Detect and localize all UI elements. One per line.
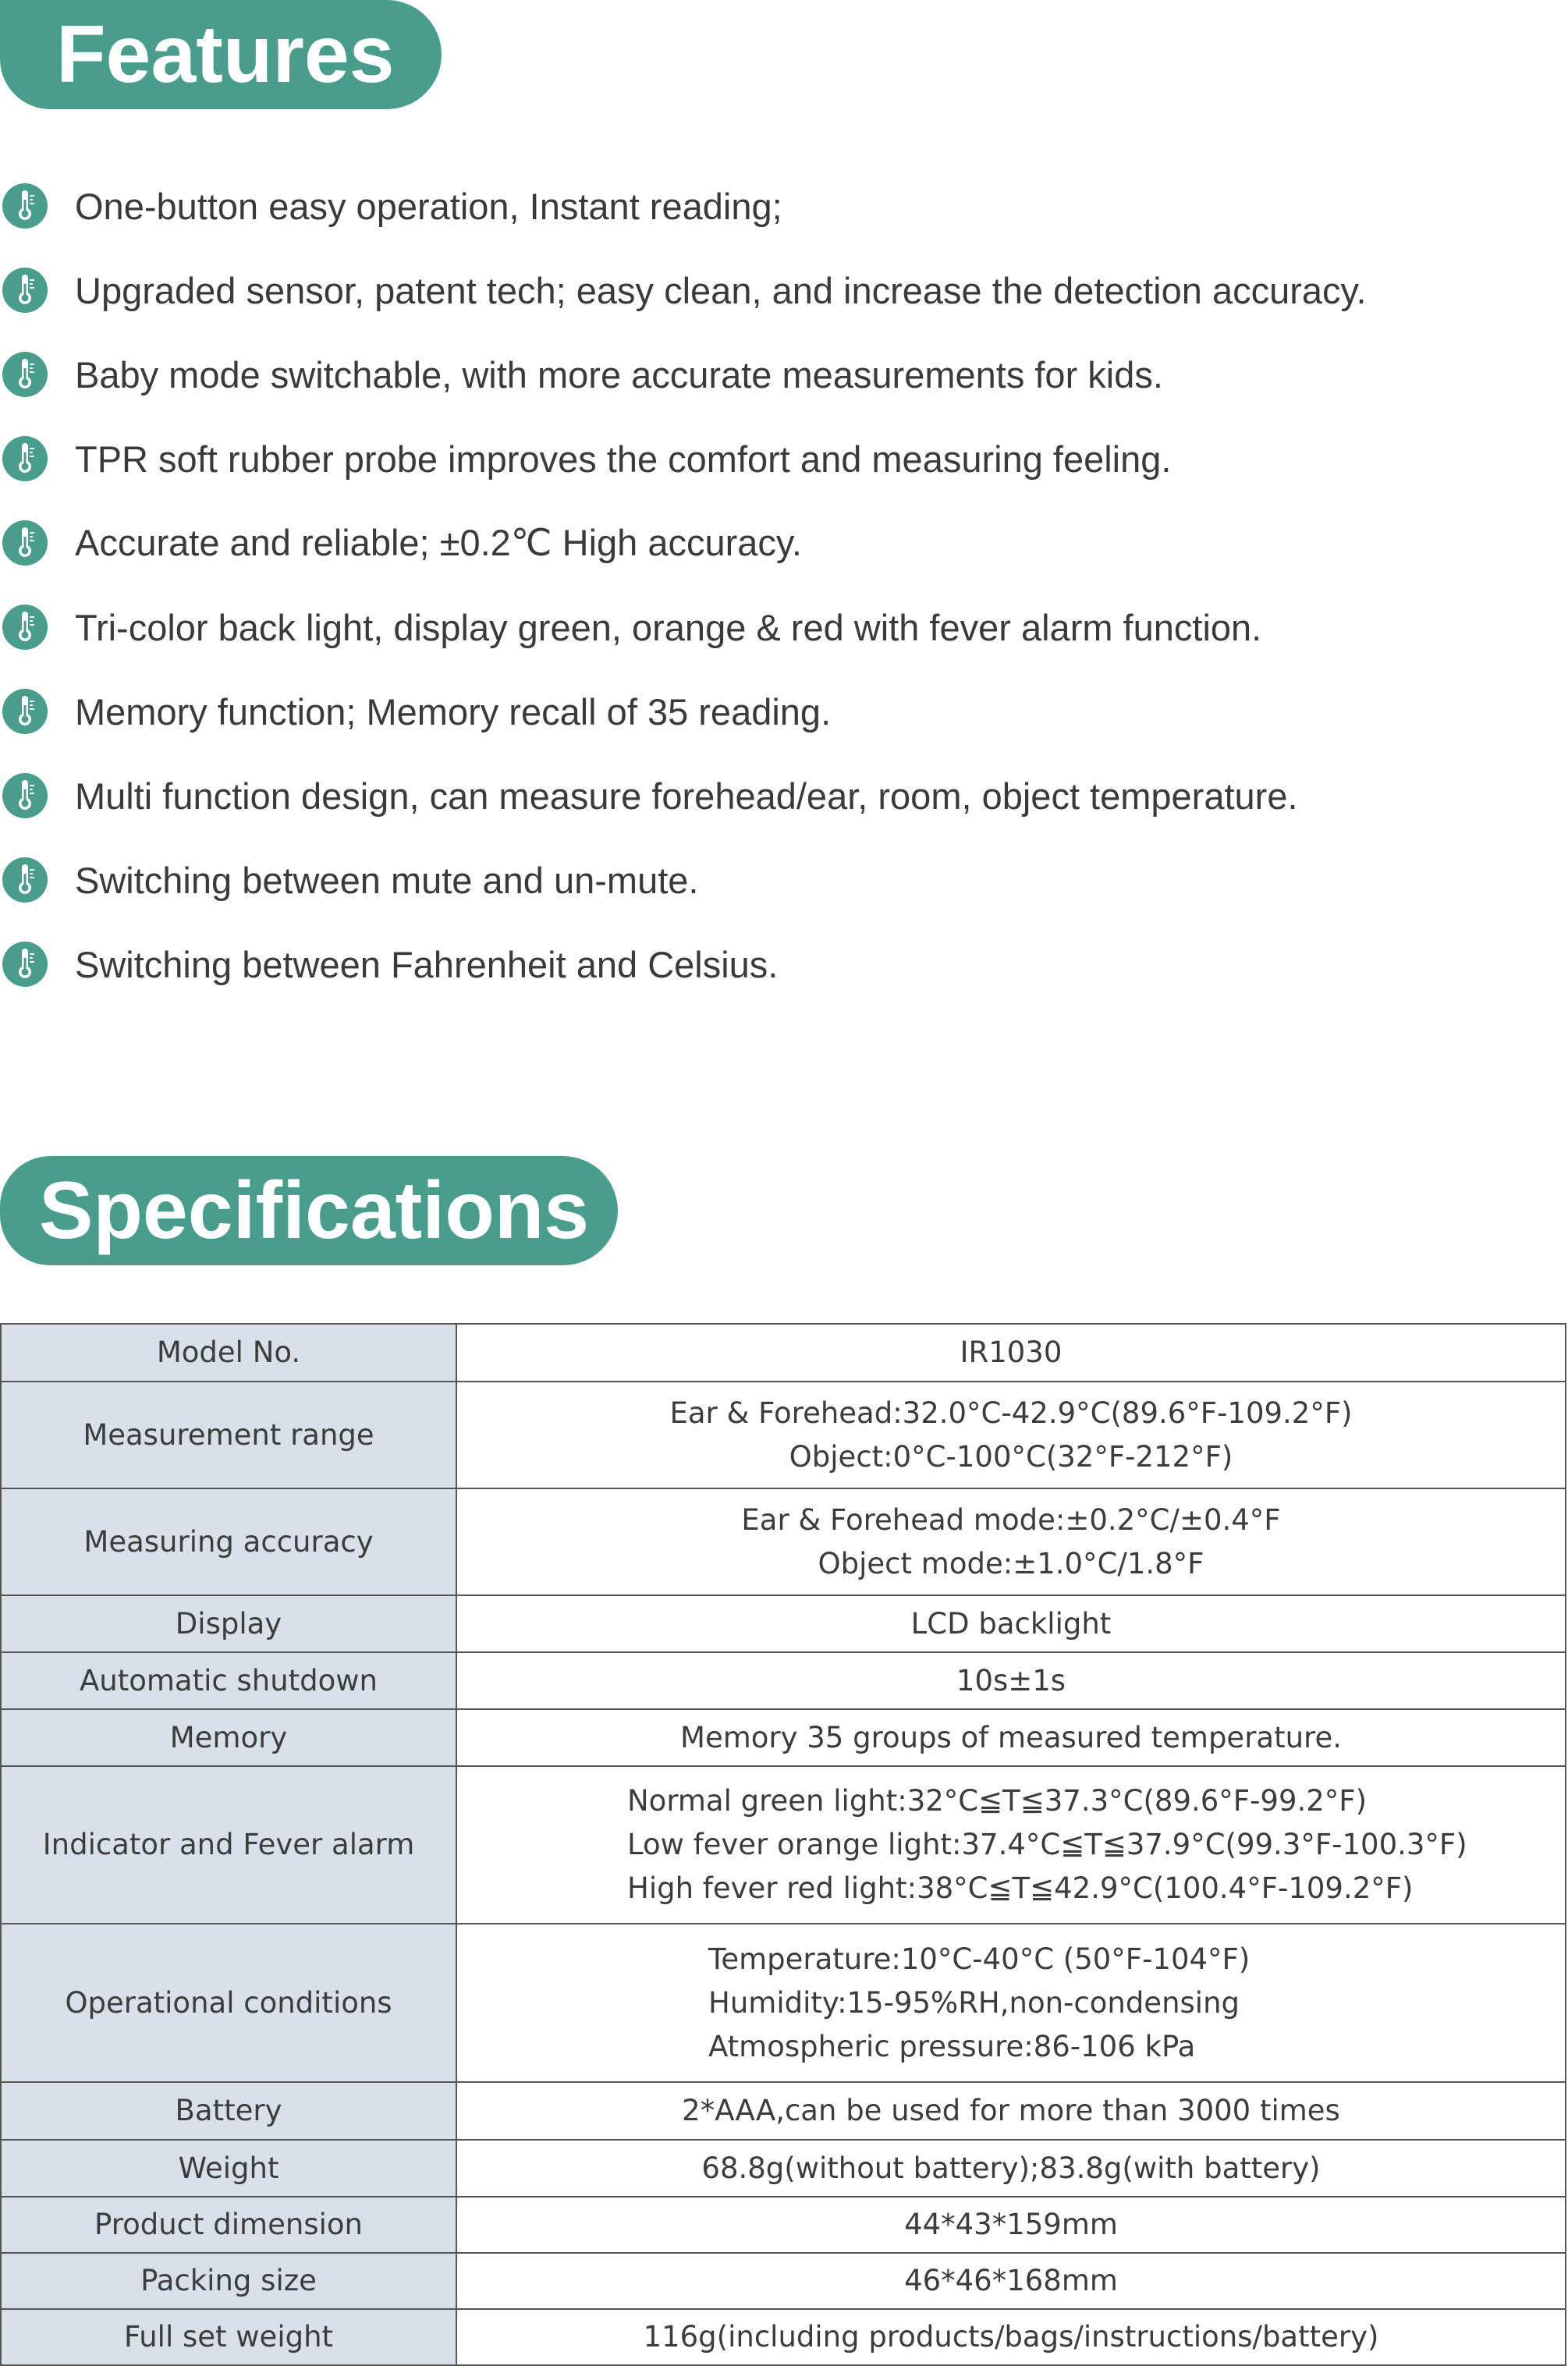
spec-value — [456, 1595, 1566, 1652]
spec-value-line: 116g(including products/bags/instructions/battery) — [643, 2320, 1379, 2354]
thermometer-icon — [2, 604, 48, 651]
specifications-table — [0, 1323, 1566, 2366]
spec-value-line: 2*AAA,can be used for more than 3000 times — [682, 2094, 1340, 2127]
spec-value — [456, 1488, 1566, 1595]
thermometer-icon — [2, 351, 48, 398]
feature-text: Switching between Fahrenheit and Celsius. — [75, 943, 779, 985]
feature-text: TPR soft rubber probe improves the comfort and measuring feeling. — [75, 438, 1172, 480]
spec-label: Measuring accuracy — [1, 1488, 456, 1595]
spec-label: Operational conditions — [1, 1924, 456, 2082]
thermometer-icon — [2, 772, 48, 819]
table-row — [1, 2253, 1566, 2309]
feature-text: Switching between mute and un-mute. — [75, 859, 699, 901]
spec-value-line: 44*43*159mm — [904, 2208, 1118, 2241]
feature-text: Memory function; Memory recall of 35 reading. — [75, 690, 832, 733]
table-row — [1, 1709, 1566, 1766]
spec-value-line: LCD backlight — [910, 1606, 1112, 1641]
feature-text: One-button easy operation, Instant reading; — [75, 185, 782, 227]
spec-label: Model No. — [1, 1324, 456, 1382]
spec-label: Weight — [1, 2140, 456, 2197]
table-row — [1, 2082, 1566, 2140]
table-row — [1, 1488, 1566, 1595]
spec-value-line: Memory 35 groups of measured temperature. — [680, 1720, 1342, 1754]
feature-text: Upgraded sensor, patent tech; easy clean, and increase the detection accuracy. — [75, 269, 1367, 311]
feature-item — [0, 417, 1568, 501]
spec-label: Measurement range — [1, 1382, 456, 1488]
feature-text: Tri-color back light, display green, orange & red with fever alarm function. — [75, 606, 1262, 648]
spec-value — [456, 2253, 1566, 2309]
table-row — [1, 2309, 1566, 2365]
spec-value — [456, 1382, 1566, 1488]
thermometer-icon — [2, 267, 48, 314]
feature-item — [0, 332, 1568, 417]
spec-value-line: 68.8g(without battery);83.8g(with battery) — [701, 2151, 1321, 2185]
thermometer-icon — [2, 941, 48, 988]
spec-value-line: Ear & Forehead mode:±0.2°C/±0.4°F — [741, 1502, 1281, 1537]
spec-label: Display — [1, 1595, 456, 1652]
table-row — [1, 2197, 1566, 2253]
spec-value — [456, 1766, 1566, 1924]
spec-value — [456, 2082, 1566, 2140]
thermometer-icon — [2, 857, 48, 903]
spec-label: Product dimension — [1, 2197, 456, 2253]
spec-label: Battery — [1, 2082, 456, 2140]
feature-item — [0, 838, 1568, 922]
table-row — [1, 1924, 1566, 2082]
spec-value-line: Temperature:10°C-40°C (50°F-104°F) — [708, 1942, 1250, 1976]
spec-value — [456, 1652, 1566, 1709]
thermometer-icon — [2, 435, 48, 482]
spec-value — [456, 2309, 1566, 2365]
feature-item — [0, 248, 1568, 332]
table-row — [1, 2140, 1566, 2197]
table-row — [1, 1652, 1566, 1709]
spec-value-line: High fever red light:38°C≦T≦42.9°C(100.4°F-109.2°F) — [627, 1871, 1414, 1905]
table-row — [1, 1766, 1566, 1924]
spec-value-line: Low fever orange light:37.4°C≦T≦37.9°C(99.3°F-100.3°F) — [627, 1828, 1467, 1861]
spec-value-line: 10s±1s — [956, 1663, 1066, 1697]
feature-item — [0, 501, 1568, 585]
feature-item — [0, 164, 1568, 248]
thermometer-icon — [2, 183, 48, 229]
thermometer-icon — [2, 520, 48, 566]
feature-item — [0, 585, 1568, 669]
spec-value — [456, 1709, 1566, 1766]
table-row — [1, 1595, 1566, 1652]
spec-value — [456, 1324, 1566, 1382]
spec-label: Indicator and Fever alarm — [1, 1766, 456, 1924]
spec-value-line: Object:0°C-100°C(32°F-212°F) — [789, 1439, 1233, 1474]
table-row — [1, 1382, 1566, 1488]
spec-label: Full set weight — [1, 2309, 456, 2365]
feature-text: Multi function design, can measure forehead/ear, room, object temperature. — [75, 775, 1298, 817]
table-row — [1, 1324, 1566, 1382]
spec-label: Automatic shutdown — [1, 1652, 456, 1709]
spec-value — [456, 1924, 1566, 2082]
spec-value-line: Humidity:15-95%RH,non-condensing — [708, 1985, 1240, 2020]
feature-text: Accurate and reliable; ±0.2℃ High accuracy. — [75, 522, 802, 563]
features-heading: Features — [0, 0, 442, 109]
specifications-heading: Specifications — [0, 1156, 618, 1265]
spec-value-line: Object mode:±1.0°C/1.8°F — [818, 1546, 1204, 1580]
spec-value — [456, 2197, 1566, 2253]
spec-value-line: Normal green light:32°C≦T≦37.3°C(89.6°F-99.2°F) — [627, 1784, 1368, 1818]
feature-item — [0, 754, 1568, 838]
spec-value-line: 46*46*168mm — [904, 2264, 1118, 2297]
spec-value-line: IR1030 — [960, 1336, 1062, 1369]
spec-label: Packing size — [1, 2253, 456, 2309]
spec-value — [456, 2140, 1566, 2197]
thermometer-icon — [2, 688, 48, 735]
spec-label: Memory — [1, 1709, 456, 1766]
spec-value-line: Atmospheric pressure:86-106 kPa — [708, 2029, 1196, 2063]
spec-value-line: Ear & Forehead:32.0°C-42.9°C(89.6°F-109.2°F) — [669, 1396, 1353, 1430]
feature-text: Baby mode switchable, with more accurate measurements for kids. — [75, 353, 1163, 396]
features-list — [0, 164, 1568, 1006]
feature-item — [0, 669, 1568, 754]
feature-item — [0, 922, 1568, 1006]
